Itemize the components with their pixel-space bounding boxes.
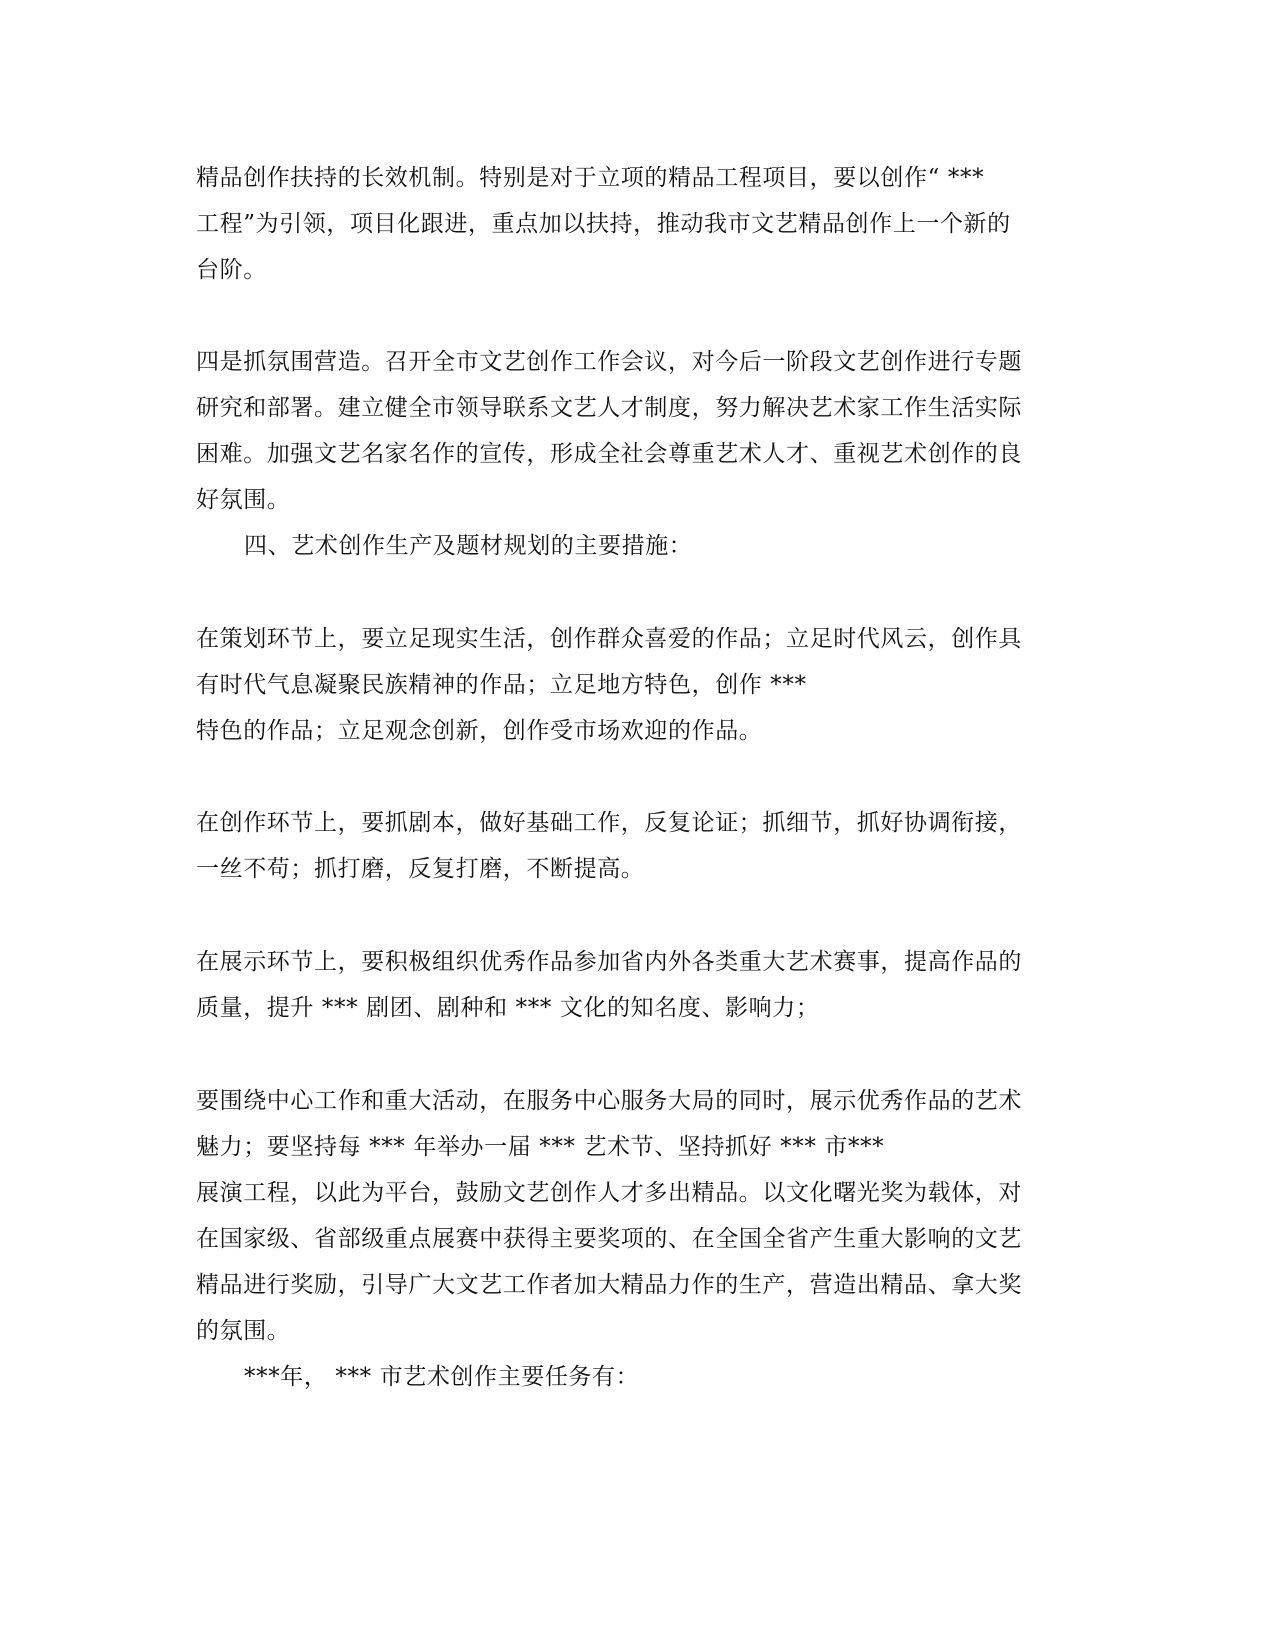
text-line: 魅力；要坚持每 *** 年举办一届 *** 艺术节、坚持抓好 *** 市*** — [196, 1134, 885, 1160]
text-line: 有时代气息凝聚民族精神的作品；立足地方特色，创作 *** — [196, 672, 807, 698]
text-line: 展演工程，以此为平台，鼓励文艺创作人才多出精品。以文化曙光奖为载体，对 — [196, 1180, 1022, 1206]
text-line: 精品进行奖励，引导广大文艺工作者加大精品力作的生产，营造出精品、拿大奖 — [196, 1272, 1022, 1298]
text-line: 精品创作扶持的长效机制。特别是对于立项的精品工程项目，要以创作“ *** — [196, 165, 985, 191]
text-line: 困难。加强文艺名家名作的宣传，形成全社会尊重艺术人才、重视艺术创作的良 — [196, 441, 1022, 467]
text-line: 工程”为引领，项目化跟进，重点加以扶持，推动我市文艺精品创作上一个新的 — [196, 211, 1011, 237]
section-heading: 四、艺术创作生产及题材规划的主要措施： — [244, 533, 693, 559]
text-line: 四是抓氛围营造。召开全市文艺创作工作会议，对今后一阶段文艺创作进行专题 — [196, 349, 1022, 375]
text-line: 在国家级、省部级重点展赛中获得主要奖项的、在全国全省产生重大影响的文艺 — [196, 1226, 1022, 1252]
text-line: 台阶。 — [196, 257, 267, 283]
text-line: 在创作环节上，要抓剧本，做好基础工作，反复论证；抓细节，抓好协调衔接， — [196, 810, 1022, 836]
text-line: 好氛围。 — [196, 487, 291, 513]
text-line: 在展示环节上，要积极组织优秀作品参加省内外各类重大艺术赛事，提高作品的 — [196, 949, 1022, 975]
text-line: 在策划环节上，要立足现实生活，创作群众喜爱的作品；立足时代风云，创作具 — [196, 626, 1022, 652]
text-line: 要围绕中心工作和重大活动，在服务中心服务大局的同时，展示优秀作品的艺术 — [196, 1088, 1022, 1114]
text-line: 质量，提升 *** 剧团、剧种和 *** 文化的知名度、影响力； — [196, 995, 820, 1021]
task-heading: ***年， *** 市艺术创作主要任务有： — [244, 1364, 640, 1390]
text-line: 的氛围。 — [196, 1318, 291, 1344]
text-line: 研究和部署。建立健全市领导联系文艺人才制度，努力解决艺术家工作生活实际 — [196, 395, 1022, 421]
text-line: 特色的作品；立足观念创新，创作受市场欢迎的作品。 — [196, 718, 763, 744]
text-line: 一丝不苟；抓打磨，反复打磨，不断提高。 — [196, 856, 645, 882]
